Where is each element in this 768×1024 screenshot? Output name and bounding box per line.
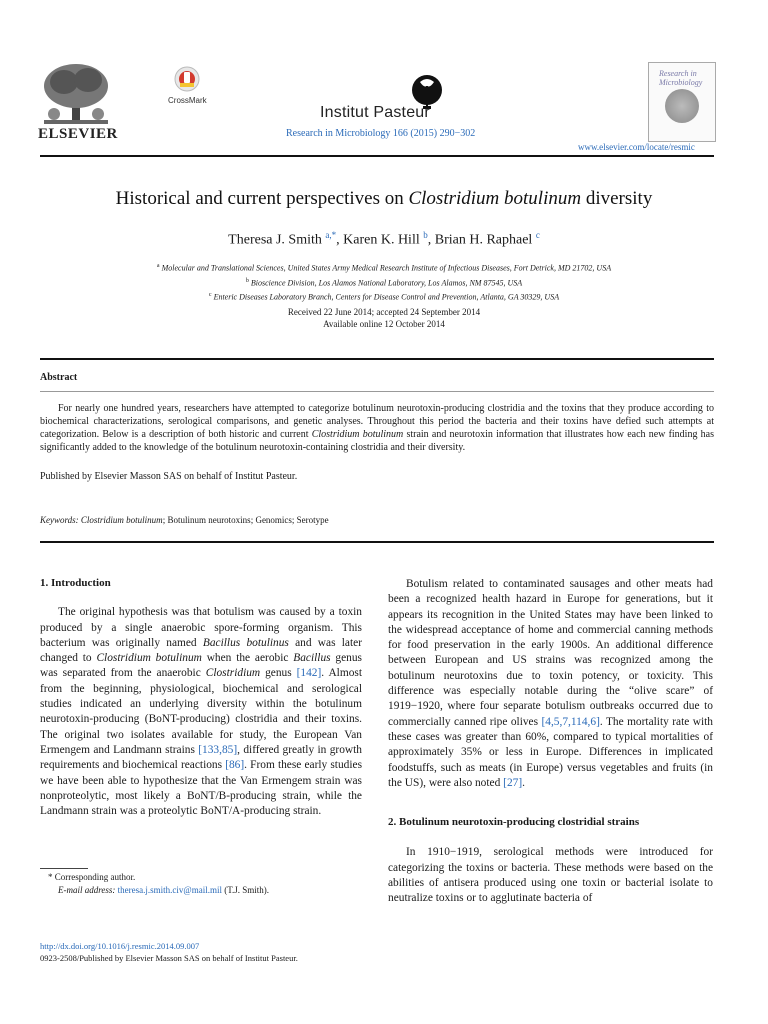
keywords: Keywords: Clostridium botulinum; Botulinum neurotoxins; Genomics; Serotype [40, 515, 329, 525]
affiliation: $^a$ Molecular and Translational Sciences, United States Army Medical Research Institute of Infectious Diseases, Fort Detrick, MD 21702, USA [156, 263, 612, 273]
abstract-top-divider [40, 358, 714, 360]
abstract-inner-divider [40, 391, 714, 392]
abstract-heading: Abstract [40, 372, 78, 383]
cover-image [665, 89, 699, 123]
citation-link[interactable]: [86] [225, 759, 245, 772]
citation-link[interactable]: [4,5,7,114,6] [541, 715, 600, 728]
journal-url[interactable]: www.elsevier.com/locate/resmic [578, 142, 695, 152]
body-paragraph: Botulism related to contaminated sausages and other meats had been a recognized health hazard in Europe for generations, but it appears its recognition in the United States may have been linked to the widespread acceptance of home and commercial canning methods for food preservation in the early 1900s. An additional difference between European and US strains was recognized among the botulinum neurotoxins due to toxin potency, or toxicity. This difference was especially notable during the “olive scare” of 1919−1920, where four separate botulism outbreaks occurred due to commercially canned ripe olives [4,5,7,114,6]. The mortality rate with these cases was greater than 60%, compared to typical mortalities of approximately 35% or less in Europe. Differences in implicated foodstuffs, such as meats (in Europe) versus vegetables and fruits (in the US), were also noted [27]. [388, 578, 713, 789]
intro-paragraph: The original hypothesis was that botulism was caused by a toxin produced by a single anaerobic spore-forming organism. This bacterium was originally named Bacillus botulinus and was later changed to Clostridium botulinum when the aerobic Bacillus genus was separated from the anaerobic Clostridium genus [142]. Almost from the beginning, physiological, biochemical and serological studies indicated an underlying diversity within the botulinum neurotoxin-producing (BoNT-producing) clostridia and their toxins. The original two isolates available for study, the European Van Ermengem and Landmann strains [133,85], differed greatly in growth requirements and biochemical reactions [86]. From these early studies we have been able to hypothesize that the Van Ermengem strain was nonproteolytic, most likely a BoNT/B-producing strain, while the Landmann strain was a proteolytic BoNT/A-producing strain. [40, 606, 363, 818]
crossmark-label[interactable]: CrossMark [168, 96, 207, 105]
copyright: 0923-2508/Published by Elsevier Masson SAS on behalf of Institut Pasteur. [40, 953, 298, 963]
page-footer [40, 940, 298, 964]
left-column [40, 576, 362, 819]
email-line: E-mail address: theresa.j.smith.civ@mail.mil (T.J. Smith). [58, 885, 270, 895]
doi-link[interactable]: http://dx.doi.org/10.1016/j.resmic.2014.09.007 [40, 941, 200, 951]
institute-name: Institut Pasteur [320, 104, 430, 121]
body-divider [40, 541, 714, 543]
crossmark-icon[interactable] [174, 66, 200, 96]
citation-link[interactable]: [27] [503, 776, 523, 789]
email-link[interactable]: theresa.j.smith.civ@mail.mil [117, 885, 222, 895]
affiliation: $^b$ Bioscience Division, Los Alamos National Laboratory, Los Alamos, NM 87545, USA [245, 277, 523, 288]
author-name: Theresa J. Smith [228, 232, 322, 248]
corresponding-author-footnote [40, 871, 269, 897]
publisher-name: ELSEVIER [38, 126, 118, 142]
author-list: Theresa J. Smith $^{a,*}$, Karen K. Hill $^b$, Brian H. Raphael $^c$ [228, 230, 540, 248]
corresponding-label: * Corresponding author. [48, 872, 136, 882]
author-sup[interactable]: a,* [325, 230, 337, 240]
elsevier-tree-logo [40, 62, 112, 126]
citation-link[interactable]: [133,85] [198, 743, 238, 756]
affiliation: $^c$ Enteric Diseases Laboratory Branch, Centers for Disease Control and Prevention, Atlanta, GA 30329, USA [208, 292, 560, 302]
journal-cover[interactable] [648, 62, 716, 142]
footnote-divider [40, 868, 88, 869]
author-sup[interactable]: c [535, 230, 540, 240]
article-dates [0, 306, 768, 330]
section-heading-strains: 2. Botulinum neurotoxin-producing clostridial strains [388, 816, 640, 829]
author-sup[interactable]: b [423, 230, 428, 240]
affiliations [0, 260, 768, 304]
abstract-body: For nearly one hundred years, researchers have attempted to categorize botulinum neurotoxin-producing clostridia and the toxins that they produce according to biochemical characterizations, serological comparisons, and genetic analyses. Throughout this period the bacteria and their toxins have defied such attempts at categorization. Below is a description of both historic and current Clostridium botulinum strain and neurotoxin information that illustrates how each new finding has significantly added to the knowledge of the botulinum neurotoxin-containing clostridia and their diversity. [40, 403, 714, 453]
article-title: Historical and current perspectives on Clostridium botulinum diversity [115, 188, 653, 209]
body-paragraph: In 1910−1919, serological methods were introduced for categorizing the toxins or bacteria. These methods were based on the abilities of antisera produced using one toxin or bacterial isolate to neutralize toxins or to agglutinate bacteria of [388, 846, 713, 905]
online-date: Available online 12 October 2014 [323, 319, 445, 329]
author-name: Karen K. Hill [343, 232, 420, 248]
abstract-published-note: Published by Elsevier Masson SAS on behalf of Institut Pasteur. [40, 471, 298, 482]
header-divider [40, 155, 714, 157]
received-date: Received 22 June 2014; accepted 24 September 2014 [287, 307, 481, 317]
author-name: Brian H. Raphael [434, 232, 533, 248]
right-column [388, 577, 713, 907]
citation-link[interactable]: [142] [296, 667, 322, 680]
section-heading-introduction: 1. Introduction [40, 577, 111, 589]
cover-title: Research in Microbiology [659, 69, 703, 87]
journal-reference[interactable]: Research in Microbiology 166 (2015) 290−302 [286, 128, 476, 139]
